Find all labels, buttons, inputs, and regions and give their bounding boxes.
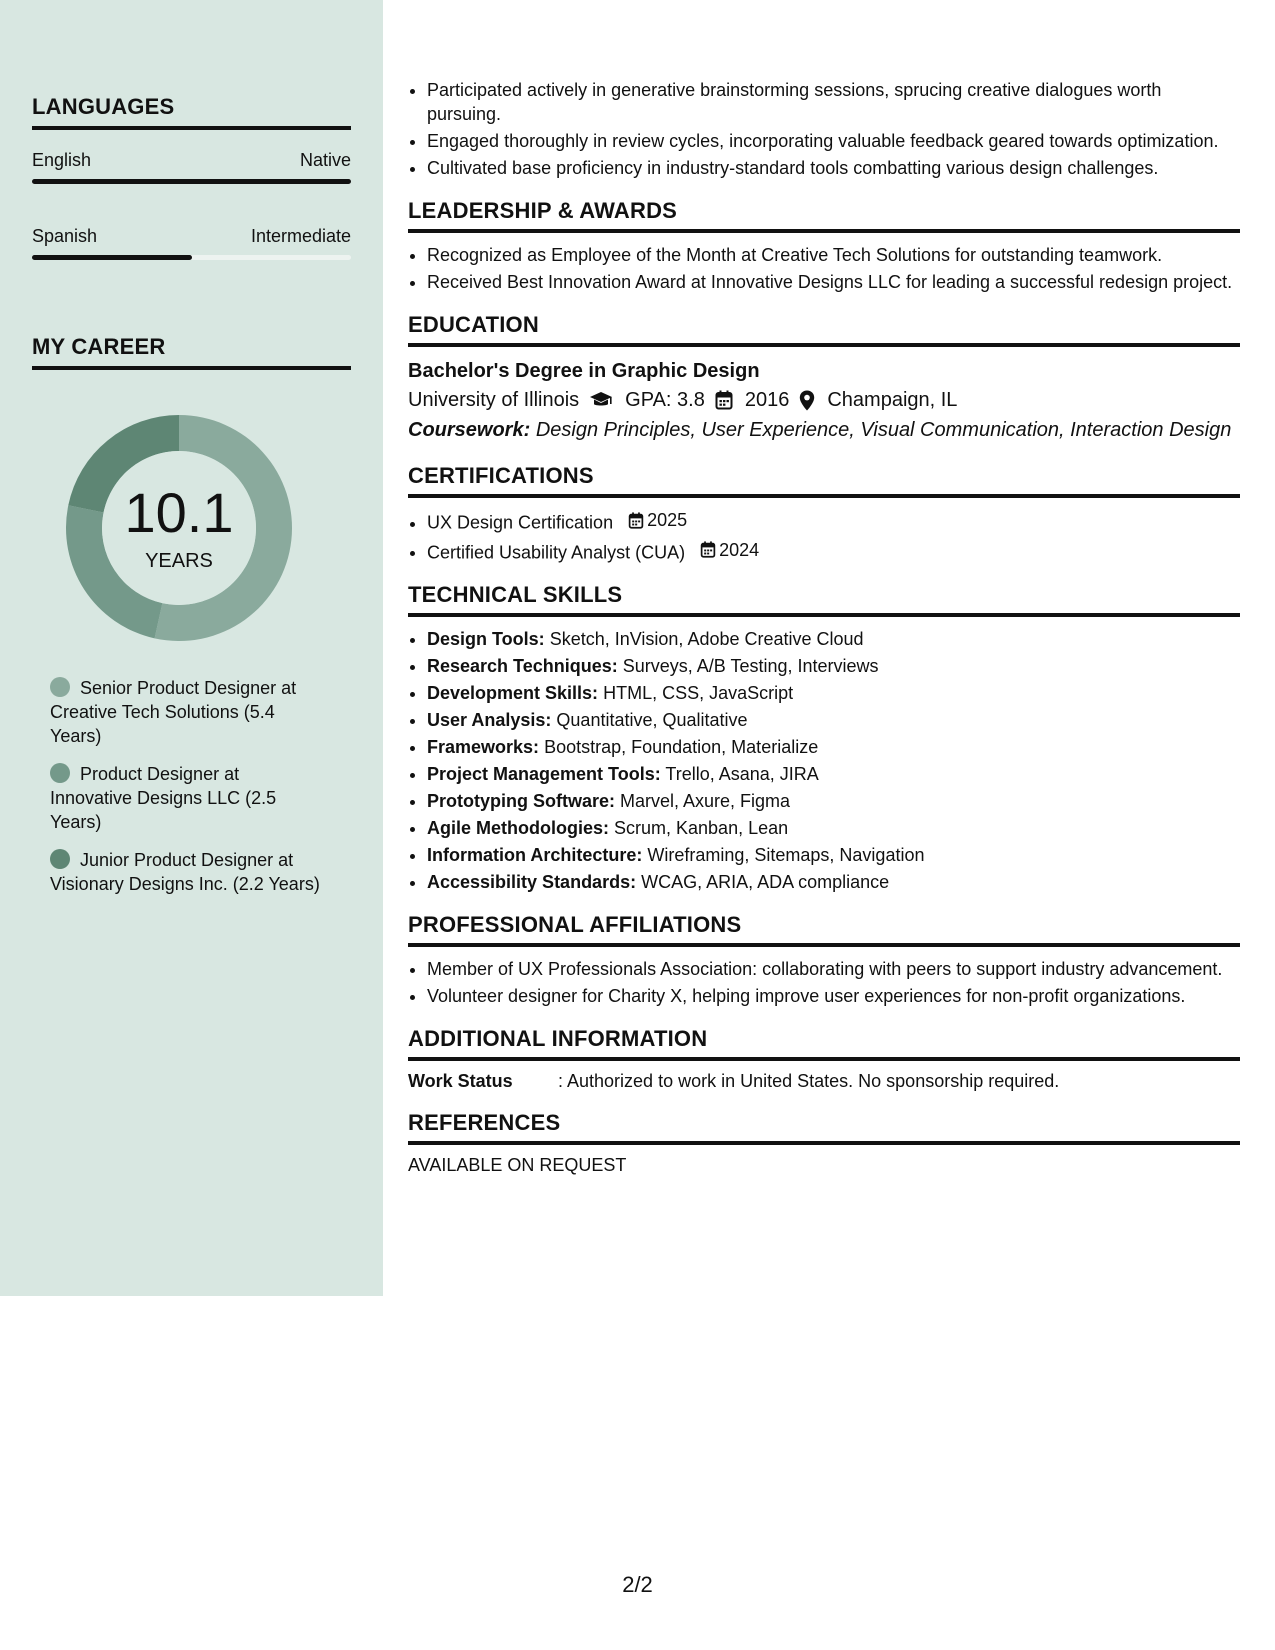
languages-heading: LANGUAGES — [32, 94, 351, 130]
coursework-list: Design Principles, User Experience, Visual Communication, Interaction Design — [535, 419, 1232, 441]
skill-label: Project Management Tools: — [427, 764, 661, 784]
skill-value: Surveys, A/B Testing, Interviews — [622, 656, 879, 676]
certification-item — [427, 508, 1240, 535]
skill-item — [427, 843, 1240, 867]
leadership-item: • Received Best Innovation Award at Innovative Designs LLC for leading a successful redesign project. — [427, 270, 1240, 294]
career-total-unit: YEARS — [145, 550, 213, 572]
school-location: Champaign, IL — [827, 389, 958, 411]
career-total-years: 10.1 — [124, 481, 234, 544]
certification-name: UX Design Certification — [427, 512, 614, 533]
languages-section — [32, 94, 351, 260]
page-number: 2/2 — [622, 1572, 653, 1597]
skill-value: Marvel, Axure, Figma — [620, 791, 791, 811]
graduation-year: 2016 — [744, 389, 790, 411]
career-donut-chart — [66, 415, 292, 641]
experience-bullets — [408, 78, 1240, 180]
skills-heading: TECHNICAL SKILLS — [408, 582, 1240, 617]
skill-label: Prototyping Software: — [427, 791, 615, 811]
language-item — [32, 150, 351, 184]
language-name: Spanish — [32, 226, 98, 246]
degree-title: Bachelor's Degree in Graphic Design — [408, 360, 760, 382]
career-heading: MY CAREER — [32, 334, 351, 370]
career-legend — [50, 676, 320, 910]
career-legend-text: Product Designer at Innovative Designs LLC (2.5 Years) — [50, 764, 277, 832]
skill-value: Bootstrap, Foundation, Materialize — [544, 737, 819, 757]
career-legend-item — [50, 848, 320, 896]
leadership-heading: LEADERSHIP & AWARDS — [408, 198, 1240, 233]
skill-item — [427, 681, 1240, 705]
skill-label: Agile Methodologies: — [427, 818, 609, 838]
language-proficiency-bar — [32, 179, 351, 184]
skill-value: WCAG, ARIA, ADA compliance — [641, 872, 890, 892]
certifications-list — [408, 508, 1240, 564]
leadership-list — [408, 243, 1240, 294]
references-heading: REFERENCES — [408, 1110, 1240, 1145]
language-level: Intermediate — [250, 226, 351, 246]
leadership-item: • Recognized as Employee of the Month at Creative Tech Solutions for outstanding teamwork. — [427, 243, 1240, 267]
skill-label: Information Architecture: — [427, 845, 643, 865]
certifications-heading: CERTIFICATIONS — [408, 463, 1240, 498]
main-content — [408, 78, 1240, 1176]
education-heading: EDUCATION — [408, 312, 1240, 347]
location-pin-icon — [799, 390, 815, 411]
skill-value: Scrum, Kanban, Lean — [614, 818, 789, 838]
skill-item — [427, 708, 1240, 732]
skill-label: Design Tools: — [427, 629, 545, 649]
certification-name: Certified Usability Analyst (CUA) — [427, 542, 686, 562]
skill-item — [427, 816, 1240, 840]
career-legend-item — [50, 676, 320, 748]
skill-item — [427, 627, 1240, 651]
certification-year: 2025 — [647, 510, 688, 530]
coursework-label: Coursework: — [408, 419, 531, 441]
experience-bullet: • Participated actively in generative brainstorming sessions, sprucing creative dialogues worth pursuing. — [427, 78, 1240, 126]
language-proficiency-bar — [32, 255, 351, 260]
language-item — [32, 226, 351, 260]
skill-item — [427, 762, 1240, 786]
experience-bullet: • Engaged thoroughly in review cycles, incorporating valuable feedback geared towards optimization. — [427, 129, 1240, 153]
calendar-icon — [628, 512, 644, 529]
language-proficiency-fill — [32, 255, 192, 260]
affiliation-item: • Member of UX Professionals Association: collaborating with peers to support industry advancement. — [427, 957, 1240, 981]
work-status-row — [408, 1071, 1240, 1092]
career-section — [32, 334, 351, 370]
references-text: AVAILABLE ON REQUEST — [408, 1155, 627, 1175]
skill-value: Quantitative, Qualitative — [556, 710, 748, 730]
legend-dot-icon — [50, 763, 70, 783]
work-status-value: : Authorized to work in United States. No sponsorship required. — [558, 1071, 1060, 1091]
career-legend-item — [50, 762, 320, 834]
language-level: Native — [299, 150, 351, 170]
certification-year: 2024 — [719, 539, 760, 560]
language-proficiency-fill — [32, 179, 351, 184]
gpa: GPA: 3.8 — [625, 389, 705, 411]
legend-dot-icon — [50, 849, 70, 869]
calendar-icon — [715, 390, 733, 410]
experience-bullet: • Cultivated base proficiency in industry-standard tools combatting various design challenges. — [427, 156, 1240, 180]
affiliations-heading: PROFESSIONAL AFFILIATIONS — [408, 912, 1240, 947]
certification-date — [628, 508, 687, 532]
affiliations-list — [408, 957, 1240, 1008]
skill-item — [427, 870, 1240, 894]
education-entry — [408, 357, 1240, 445]
skill-item — [427, 735, 1240, 759]
language-name: English — [32, 150, 92, 170]
skill-value: Trello, Asana, JIRA — [665, 764, 819, 784]
work-status-label: Work Status — [408, 1071, 513, 1091]
skills-list — [408, 627, 1240, 894]
additional-info-heading: ADDITIONAL INFORMATION — [408, 1026, 1240, 1061]
skill-item — [427, 654, 1240, 678]
calendar-icon — [700, 541, 716, 558]
certification-item — [427, 538, 1240, 565]
affiliation-item: • Volunteer designer for Charity X, helping improve user experiences for non-profit organizations. — [427, 984, 1240, 1008]
education-details — [408, 385, 1240, 415]
skill-value: Wireframing, Sitemaps, Navigation — [647, 845, 925, 865]
sidebar — [0, 0, 383, 1296]
certification-date — [700, 538, 759, 562]
career-legend-text: Junior Product Designer at Visionary Designs Inc. (2.2 Years) — [50, 850, 320, 894]
coursework — [408, 415, 1240, 445]
skill-value: Sketch, InVision, Adobe Creative Cloud — [549, 629, 864, 649]
donut-center — [66, 415, 292, 641]
skill-label: User Analysis: — [427, 710, 552, 730]
skill-label: Development Skills: — [427, 683, 599, 703]
graduation-cap-icon — [589, 391, 613, 409]
skill-item — [427, 789, 1240, 813]
skill-label: Research Techniques: — [427, 656, 618, 676]
skill-label: Frameworks: — [427, 737, 540, 757]
skill-label: Accessibility Standards: — [427, 872, 637, 892]
skill-value: HTML, CSS, JavaScript — [603, 683, 794, 703]
legend-dot-icon — [50, 677, 70, 697]
career-legend-text: Senior Product Designer at Creative Tech Solutions (5.4 Years) — [50, 678, 297, 746]
school-name: University of Illinois — [408, 389, 580, 411]
